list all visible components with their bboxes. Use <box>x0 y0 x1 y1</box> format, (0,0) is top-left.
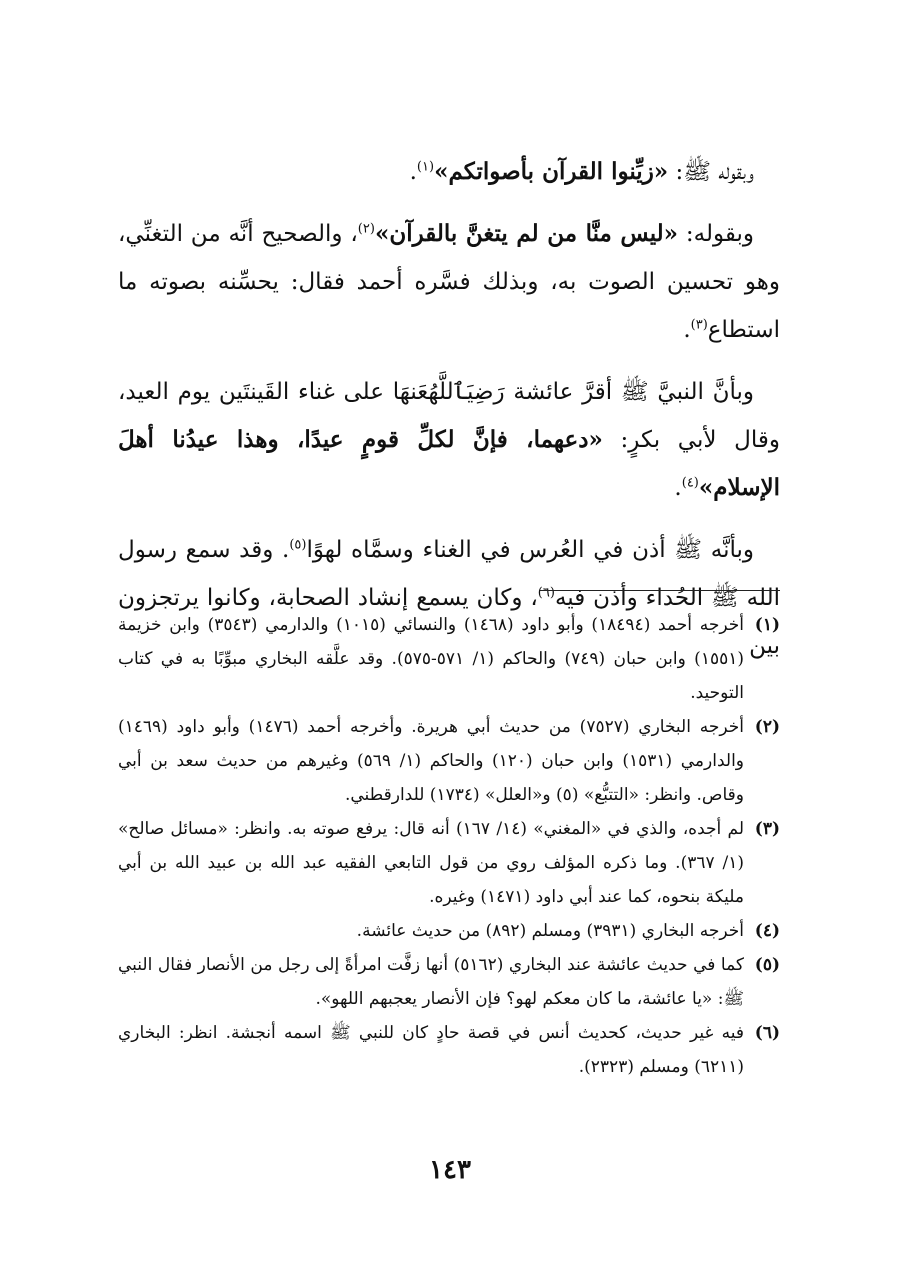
footnote-text: لم أجده، والذي في «المغني» (١٤/ ١٦٧) أنه قال: يرفع صوته به. وانظر: «مسائل صالح» (١/ ٣٦٧). وما ذكره المؤلف روي من قول التابعي الفقيه عبد الله بن عبيد الله بن أبي مليكة بنحوه، كما عند أبي داود (١٤٧١) وغيره. <box>118 819 744 907</box>
paragraph-4-part-1: وبأنَّه ﷺ أذن في العُرس في الغناء وسمَّاه لهوًا <box>306 537 755 563</box>
paragraph-3-prefix: وبأنَّ النبيَّ ﷺ أقرَّ عائشة رَضِيَٱللَّهُعَنهَا على غناء القَينتَين يوم العيد، وقال لأبي بكرٍ: <box>118 379 780 453</box>
footnote <box>118 710 780 812</box>
footnote-number: (١) <box>754 615 780 635</box>
footnote-text: كما في حديث عائشة عند البخاري (٥١٦٢) أنها زفَّت امرأةً إلى رجل من الأنصار فقال النبي ﷺ: «يا عائشة، ما كان معكم لهو؟ فإن الأنصار يعجبهم اللهو». <box>118 955 745 1009</box>
footnote-ref-5: (٥) <box>289 537 307 553</box>
paragraph-4-part-2: . وقد سمع رسول الله ﷺ الحُداء وأذن فيه <box>118 537 780 611</box>
footnote-text: أخرجه البخاري (٧٥٢٧) من حديث أبي هريرة. وأخرجه أحمد (١٤٧٦) وأبو داود (١٤٦٩) والدارمي (١٥٣١) وابن حبان (١٢٠) والحاكم (١/ ٥٦٩) وغيرهم من حديث سعد بن أبي وقاص. وانظر: «التتبُّع» (٥) و«العلل» (١٧٣٤) للدارقطني. <box>118 717 744 805</box>
paragraph-1-suffix: . <box>409 159 417 185</box>
footnote-ref-4: (٤) <box>681 475 699 491</box>
paragraph-3-suffix: . <box>674 475 682 501</box>
footnote-separator <box>540 590 780 591</box>
page-number: ١٤٣ <box>429 1155 471 1185</box>
footnote-ref-3: (٣) <box>690 317 708 333</box>
paragraph-3 <box>118 368 780 512</box>
hadith-quote-1: «زيِّنوا القرآن بأصواتكم» <box>434 158 669 185</box>
footnote <box>118 1016 780 1084</box>
footnote-text: أخرجه البخاري (٣٩٣١) ومسلم (٨٩٢) من حديث عائشة. <box>356 921 744 941</box>
footnote-text: فيه غير حديث، كحديث أنس في قصة حادٍ كان للنبي ﷺ اسمه أنجشة. انظر: البخاري (٦٢١١) ومسلم (٢٣٢٣). <box>118 1023 744 1077</box>
paragraph-2-middle: ، والصحيح أنَّه من التغنِّي، وهو تحسين الصوت به، وبذلك فسَّره أحمد فقال: يحسِّنه بصوته ما استطاع <box>118 221 780 343</box>
footnote <box>118 948 780 1016</box>
footnote <box>118 914 780 948</box>
paragraph-2 <box>118 210 780 354</box>
footnote-number: (٥) <box>754 955 780 975</box>
footnote <box>118 608 780 710</box>
footnotes <box>118 608 780 1084</box>
footnote-number: (٤) <box>754 921 780 941</box>
footnote <box>118 812 780 914</box>
footnote-number: (٦) <box>754 1023 780 1043</box>
paragraph-4-part-3: ، وكان يسمع إنشاد الصحابة، وكانوا يرتجزون بين <box>118 585 780 659</box>
footnote-ref-6: (٦) <box>537 585 555 601</box>
footnote-ref-2: (٢) <box>357 221 375 237</box>
footnote-ref-1: (١) <box>416 159 435 175</box>
hadith-quote-3: «دعهما، فإنَّ لكلِّ قومٍ عيدًا، وهذا عيدُنا أهلَ الإسلام» <box>118 426 780 501</box>
paragraph-2-prefix: وبقوله: <box>678 221 754 247</box>
footnote-number: (٣) <box>754 819 780 839</box>
hadith-quote-2: «ليس منَّا من لم يتغنَّ بالقرآن» <box>374 220 679 247</box>
paragraph-1 <box>118 148 780 196</box>
paragraph-2-suffix: . <box>683 317 691 343</box>
footnote-text: أخرجه أحمد (١٨٤٩٤) وأبو داود (١٤٦٨) والنسائي (١٠١٥) والدارمي (٣٥٤٣) وابن خزيمة (١٥٥١) وابن حبان (٧٤٩) والحاكم (١/ ٥٧١-٥٧٥). وقد علَّقه البخاري مبوِّبًا به في كتاب التوحيد. <box>118 615 744 703</box>
footnote-number: (٢) <box>754 717 780 737</box>
main-text <box>118 148 780 684</box>
paragraph-1-prefix: وبقوله ﷺ: <box>668 159 754 185</box>
